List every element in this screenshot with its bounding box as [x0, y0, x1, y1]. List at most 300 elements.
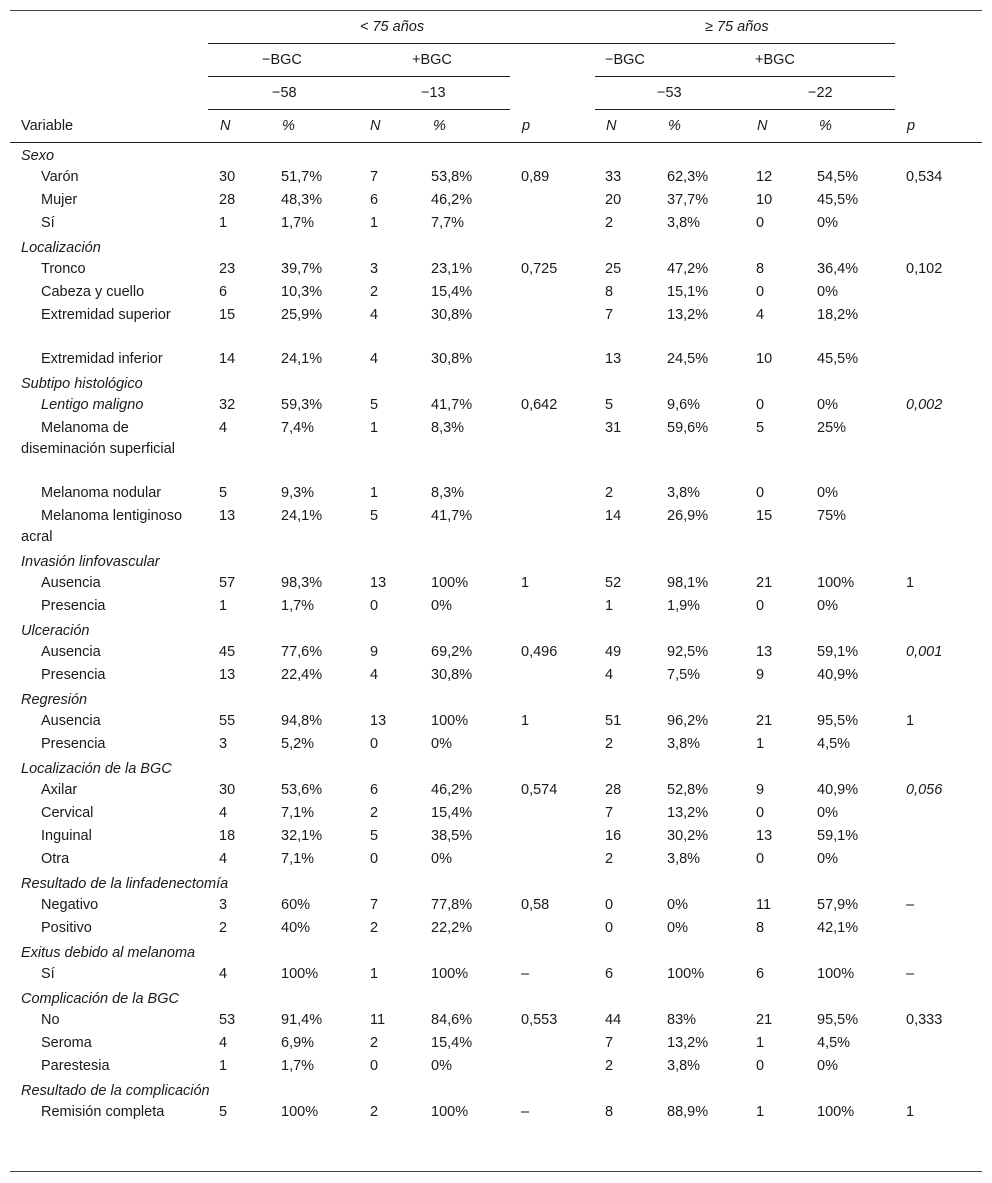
row-label — [21, 282, 185, 303]
cell-pct-lt-neg: 60% — [281, 897, 311, 913]
section-title: Localización — [21, 240, 101, 256]
table-row — [10, 1010, 982, 1033]
cell-n-lt-neg: 4 — [219, 1035, 228, 1051]
cell-pct-ge-pos: 4,5% — [817, 1035, 851, 1051]
row-label — [21, 642, 185, 663]
cell-pct-ge-neg: 96,2% — [667, 713, 709, 729]
cell-n-ge-neg: 0 — [605, 897, 614, 913]
section-title: Ulceración — [21, 623, 90, 639]
cell-pct-ge-pos: 40,9% — [817, 667, 859, 683]
row-label — [21, 1056, 185, 1077]
row-label — [21, 826, 185, 847]
cell-p-value-ge: 0,102 — [906, 261, 943, 277]
header-lt-pos-n: −13 — [421, 85, 446, 101]
cell-p-value-lt: 0,89 — [521, 169, 550, 185]
table-row — [10, 665, 982, 688]
cell-pct-lt-neg: 1,7% — [281, 1058, 315, 1074]
row-label — [21, 349, 185, 370]
header-rule-3a — [208, 109, 510, 110]
cell-n-ge-neg: 20 — [605, 192, 622, 208]
cell-n-lt-pos: 7 — [370, 169, 379, 185]
cell-pct-ge-pos: 4,5% — [817, 736, 851, 752]
header-rule-2b — [595, 76, 895, 77]
table-row — [10, 780, 982, 803]
cell-pct-lt-pos: 100% — [431, 713, 469, 729]
table-row — [10, 711, 982, 734]
cell-n-ge-neg: 4 — [605, 667, 614, 683]
row-label-text: No — [41, 1012, 60, 1028]
cell-n-lt-pos: 13 — [370, 713, 387, 729]
row-label — [21, 711, 185, 732]
cell-pct-ge-neg: 24,5% — [667, 351, 709, 367]
row-label — [21, 573, 185, 594]
cell-n-ge-pos: 1 — [756, 736, 765, 752]
cell-n-lt-neg: 1 — [219, 215, 228, 231]
cell-pct-ge-neg: 7,5% — [667, 667, 701, 683]
cell-n-lt-neg: 28 — [219, 192, 236, 208]
cell-p-value-ge: 1 — [906, 713, 915, 729]
cell-pct-lt-pos: 53,8% — [431, 169, 473, 185]
cell-pct-ge-pos: 0% — [817, 851, 838, 867]
cell-pct-ge-pos: 59,1% — [817, 828, 859, 844]
section-title: Sexo — [21, 148, 55, 164]
cell-n-ge-neg: 14 — [605, 508, 622, 524]
cell-n-lt-pos: 7 — [370, 897, 379, 913]
cell-pct-ge-neg: 26,9% — [667, 508, 709, 524]
cell-p-value-lt: 0,496 — [521, 644, 558, 660]
row-label — [21, 780, 185, 801]
cell-pct-ge-neg: 47,2% — [667, 261, 709, 277]
cell-n-lt-pos: 4 — [370, 307, 379, 323]
cell-pct-lt-pos: 38,5% — [431, 828, 473, 844]
cell-pct-ge-pos: 95,5% — [817, 713, 859, 729]
cell-p-value-lt: 0,725 — [521, 261, 558, 277]
cell-pct-ge-neg: 0% — [667, 897, 688, 913]
cell-n-ge-neg: 44 — [605, 1012, 622, 1028]
cell-pct-ge-pos: 0% — [817, 397, 838, 413]
cell-n-lt-pos: 4 — [370, 667, 379, 683]
cell-pct-lt-pos: 100% — [431, 1104, 469, 1120]
cell-n-ge-pos: 8 — [756, 261, 765, 277]
cell-n-ge-neg: 51 — [605, 713, 622, 729]
section-header — [10, 372, 982, 395]
cell-n-lt-neg: 18 — [219, 828, 236, 844]
cell-pct-lt-neg: 77,6% — [281, 644, 323, 660]
cell-pct-lt-pos: 30,8% — [431, 351, 473, 367]
cell-p-value-lt: – — [521, 966, 530, 982]
cell-pct-lt-neg: 10,3% — [281, 284, 323, 300]
cell-n-lt-neg: 53 — [219, 1012, 236, 1028]
row-label-text: Mujer — [41, 192, 78, 208]
cell-pct-lt-neg: 53,6% — [281, 782, 323, 798]
section-header — [10, 236, 982, 259]
row-label-text: Sí — [41, 215, 55, 231]
cell-p-value-ge: – — [906, 897, 915, 913]
row-label-text: Cabeza y cuello — [41, 284, 145, 300]
cell-n-lt-neg: 14 — [219, 351, 236, 367]
cell-n-ge-neg: 5 — [605, 397, 614, 413]
row-label-text: Sí — [41, 966, 55, 982]
header-pct3: % — [668, 118, 681, 134]
cell-pct-ge-pos: 18,2% — [817, 307, 859, 323]
row-label — [21, 167, 185, 188]
row-label-text: Otra — [41, 851, 70, 867]
cell-pct-ge-pos: 100% — [817, 1104, 855, 1120]
cell-pct-ge-neg: 52,8% — [667, 782, 709, 798]
cell-pct-ge-pos: 45,5% — [817, 192, 859, 208]
cell-pct-ge-pos: 25% — [817, 420, 847, 436]
table-row — [10, 573, 982, 596]
cell-pct-lt-neg: 100% — [281, 966, 319, 982]
row-label-text: Inguinal — [41, 828, 92, 844]
cell-n-lt-pos: 1 — [370, 485, 379, 501]
table-row — [10, 803, 982, 826]
cell-n-ge-neg: 28 — [605, 782, 622, 798]
cell-n-lt-neg: 30 — [219, 169, 236, 185]
section-header — [10, 757, 982, 780]
cell-n-ge-neg: 2 — [605, 485, 614, 501]
cell-n-lt-neg: 23 — [219, 261, 236, 277]
cell-pct-ge-neg: 3,8% — [667, 215, 701, 231]
cell-pct-ge-pos: 40,9% — [817, 782, 859, 798]
cell-n-lt-pos: 4 — [370, 351, 379, 367]
cell-n-ge-pos: 21 — [756, 713, 773, 729]
cell-n-lt-pos: 2 — [370, 805, 379, 821]
cell-n-lt-neg: 4 — [219, 851, 228, 867]
cell-p-value-ge: 1 — [906, 575, 915, 591]
header-rule-3b — [595, 109, 895, 110]
cell-p-value-lt: – — [521, 1104, 530, 1120]
cell-pct-lt-neg: 1,7% — [281, 215, 315, 231]
cell-pct-ge-pos: 95,5% — [817, 1012, 859, 1028]
row-label — [21, 1010, 185, 1031]
cell-pct-lt-pos: 23,1% — [431, 261, 473, 277]
cell-n-ge-neg: 31 — [605, 420, 622, 436]
table-row — [10, 964, 982, 987]
header-lt-neg-n: −58 — [272, 85, 297, 101]
cell-pct-lt-neg: 91,4% — [281, 1012, 323, 1028]
table-row — [10, 596, 982, 619]
cell-p-value-ge: 0,002 — [906, 397, 943, 413]
table-row — [10, 1056, 982, 1079]
row-label-text: Ausencia — [41, 713, 101, 729]
cell-pct-lt-pos: 0% — [431, 851, 452, 867]
cell-pct-ge-pos: 0% — [817, 805, 838, 821]
cell-pct-ge-pos: 42,1% — [817, 920, 859, 936]
header-n2: N — [370, 118, 381, 134]
header-lt-pos-bgc: +BGC — [412, 52, 452, 68]
header-pct1: % — [282, 118, 295, 134]
cell-pct-lt-neg: 48,3% — [281, 192, 323, 208]
cell-pct-lt-pos: 0% — [431, 598, 452, 614]
cell-n-lt-neg: 57 — [219, 575, 236, 591]
row-label — [21, 190, 185, 211]
cell-p-value-ge: 1 — [906, 1104, 915, 1120]
cell-n-lt-neg: 4 — [219, 966, 228, 982]
cell-n-lt-neg: 3 — [219, 897, 228, 913]
header-p2: p — [907, 118, 916, 134]
row-label — [21, 895, 185, 916]
row-label-text: Negativo — [41, 897, 99, 913]
cell-pct-lt-pos: 77,8% — [431, 897, 473, 913]
cell-n-ge-pos: 0 — [756, 1058, 765, 1074]
cell-pct-ge-neg: 13,2% — [667, 805, 709, 821]
cell-n-ge-pos: 21 — [756, 575, 773, 591]
cell-pct-lt-neg: 24,1% — [281, 351, 323, 367]
table-row — [10, 167, 982, 190]
cell-n-ge-pos: 6 — [756, 966, 765, 982]
cell-n-lt-neg: 2 — [219, 920, 228, 936]
cell-n-ge-pos: 10 — [756, 351, 773, 367]
cell-n-lt-neg: 13 — [219, 667, 236, 683]
cell-pct-ge-neg: 3,8% — [667, 736, 701, 752]
cell-p-value-lt: 1 — [521, 713, 530, 729]
cell-n-ge-pos: 0 — [756, 485, 765, 501]
cell-n-ge-pos: 13 — [756, 828, 773, 844]
row-label — [21, 483, 185, 504]
cell-pct-ge-neg: 37,7% — [667, 192, 709, 208]
section-title: Invasión linfovascular — [21, 554, 160, 570]
cell-n-ge-pos: 21 — [756, 1012, 773, 1028]
cell-pct-lt-pos: 30,8% — [431, 307, 473, 323]
header-p1: p — [522, 118, 531, 134]
cell-pct-lt-neg: 7,4% — [281, 420, 315, 436]
cell-p-value-ge: 0,056 — [906, 782, 943, 798]
header-bottom-rule — [10, 142, 982, 143]
cell-pct-lt-pos: 7,7% — [431, 215, 465, 231]
cell-n-lt-pos: 1 — [370, 966, 379, 982]
cell-pct-ge-pos: 0% — [817, 215, 838, 231]
row-label-text: Lentigo maligno — [41, 397, 144, 413]
cell-pct-ge-neg: 30,2% — [667, 828, 709, 844]
cell-pct-lt-pos: 100% — [431, 575, 469, 591]
cell-pct-ge-neg: 13,2% — [667, 1035, 709, 1051]
section-title: Complicación de la BGC — [21, 991, 179, 1007]
cell-pct-lt-pos: 15,4% — [431, 1035, 473, 1051]
cell-n-ge-pos: 0 — [756, 284, 765, 300]
cell-n-lt-pos: 9 — [370, 644, 379, 660]
cell-pct-ge-pos: 57,9% — [817, 897, 859, 913]
cell-n-lt-pos: 0 — [370, 598, 379, 614]
cell-n-ge-neg: 33 — [605, 169, 622, 185]
cell-n-lt-neg: 5 — [219, 485, 228, 501]
cell-n-ge-pos: 1 — [756, 1035, 765, 1051]
row-label — [21, 213, 185, 234]
cell-pct-ge-neg: 62,3% — [667, 169, 709, 185]
table-row — [10, 483, 982, 506]
cell-pct-lt-neg: 22,4% — [281, 667, 323, 683]
cell-n-ge-pos: 11 — [756, 897, 772, 913]
cell-n-lt-pos: 0 — [370, 1058, 379, 1074]
table-row — [10, 282, 982, 305]
cell-n-ge-neg: 8 — [605, 1104, 614, 1120]
header-ge-pos-bgc: +BGC — [755, 52, 795, 68]
row-label-text: Presencia — [41, 667, 106, 683]
cell-pct-ge-pos: 0% — [817, 1058, 838, 1074]
row-label-text: Melanoma nodular — [41, 485, 162, 501]
cell-n-ge-pos: 4 — [756, 307, 765, 323]
cell-pct-ge-neg: 13,2% — [667, 307, 709, 323]
table-row — [10, 213, 982, 236]
cell-n-ge-neg: 7 — [605, 307, 614, 323]
table-row — [10, 418, 982, 483]
cell-n-lt-pos: 1 — [370, 215, 379, 231]
cell-pct-ge-pos: 54,5% — [817, 169, 859, 185]
section-title: Regresión — [21, 692, 88, 708]
row-label-text: Presencia — [41, 598, 106, 614]
section-header — [10, 941, 982, 964]
row-label — [21, 803, 185, 824]
cell-pct-lt-pos: 69,2% — [431, 644, 473, 660]
cell-pct-lt-neg: 24,1% — [281, 508, 323, 524]
cell-pct-ge-pos: 100% — [817, 575, 855, 591]
cell-pct-ge-neg: 92,5% — [667, 644, 709, 660]
cell-p-value-ge: 0,534 — [906, 169, 943, 185]
cell-pct-lt-neg: 1,7% — [281, 598, 315, 614]
row-label — [21, 395, 185, 416]
cell-pct-lt-neg: 9,3% — [281, 485, 315, 501]
table-row — [10, 190, 982, 213]
cell-n-ge-neg: 7 — [605, 805, 614, 821]
cell-n-ge-neg: 1 — [605, 598, 614, 614]
cell-pct-ge-pos: 100% — [817, 966, 855, 982]
cell-n-lt-pos: 3 — [370, 261, 379, 277]
header-ge-pos-n: −22 — [808, 85, 833, 101]
cell-n-ge-pos: 0 — [756, 851, 765, 867]
cell-pct-lt-neg: 98,3% — [281, 575, 323, 591]
row-label-text: Extremidad superior — [41, 307, 171, 323]
section-header — [10, 144, 982, 167]
cell-n-lt-pos: 11 — [370, 1012, 386, 1028]
cell-pct-lt-pos: 41,7% — [431, 397, 473, 413]
cell-n-lt-neg: 3 — [219, 736, 228, 752]
table-row — [10, 506, 982, 550]
cell-n-lt-pos: 0 — [370, 736, 379, 752]
row-label — [21, 596, 185, 617]
section-header — [10, 872, 982, 895]
cell-pct-ge-pos: 0% — [817, 598, 838, 614]
cell-n-ge-neg: 0 — [605, 920, 614, 936]
section-title: Exitus debido al melanoma — [21, 945, 196, 961]
cell-n-lt-pos: 5 — [370, 397, 379, 413]
cell-pct-ge-neg: 83% — [667, 1012, 697, 1028]
cell-n-ge-neg: 2 — [605, 215, 614, 231]
cell-pct-lt-pos: 46,2% — [431, 782, 473, 798]
table-row — [10, 395, 982, 418]
cell-n-ge-pos: 10 — [756, 192, 773, 208]
header-n4: N — [757, 118, 768, 134]
cell-n-ge-pos: 12 — [756, 169, 773, 185]
cell-pct-lt-pos: 0% — [431, 736, 452, 752]
cell-pct-lt-pos: 46,2% — [431, 192, 473, 208]
cell-pct-ge-neg: 98,1% — [667, 575, 709, 591]
cell-pct-lt-pos: 0% — [431, 1058, 452, 1074]
cell-pct-lt-pos: 22,2% — [431, 920, 473, 936]
cell-p-value-lt: 0,58 — [521, 897, 550, 913]
table-row — [10, 1102, 982, 1146]
cell-pct-lt-pos: 15,4% — [431, 284, 473, 300]
cell-n-ge-pos: 0 — [756, 215, 765, 231]
table-row — [10, 849, 982, 872]
cell-n-lt-neg: 4 — [219, 805, 228, 821]
cell-n-lt-neg: 5 — [219, 1104, 228, 1120]
row-label — [21, 1102, 185, 1123]
row-label — [21, 849, 185, 870]
row-label — [21, 1033, 185, 1054]
cell-pct-ge-pos: 0% — [817, 284, 838, 300]
cell-n-lt-neg: 55 — [219, 713, 236, 729]
section-header — [10, 688, 982, 711]
cell-n-lt-neg: 15 — [219, 307, 236, 323]
section-title: Resultado de la linfadenectomía — [21, 876, 229, 892]
cell-pct-lt-neg: 7,1% — [281, 851, 315, 867]
cell-p-value-lt: 1 — [521, 575, 530, 591]
cell-pct-ge-pos: 75% — [817, 508, 847, 524]
cell-n-lt-pos: 6 — [370, 192, 379, 208]
cell-pct-ge-pos: 36,4% — [817, 261, 859, 277]
cell-p-value-lt: 0,574 — [521, 782, 558, 798]
cell-n-ge-neg: 52 — [605, 575, 622, 591]
row-label — [21, 964, 185, 985]
cell-pct-ge-pos: 59,1% — [817, 644, 859, 660]
row-label-text: Ausencia — [41, 644, 101, 660]
row-label-text: Presencia — [41, 736, 106, 752]
cell-p-value-ge: 0,333 — [906, 1012, 943, 1028]
cell-n-ge-pos: 0 — [756, 598, 765, 614]
cell-n-ge-neg: 2 — [605, 1058, 614, 1074]
header-variable: Variable — [21, 118, 74, 134]
header-ge-neg-n: −53 — [657, 85, 682, 101]
table-row — [10, 826, 982, 849]
cell-pct-ge-neg: 3,8% — [667, 485, 701, 501]
cell-pct-lt-pos: 41,7% — [431, 508, 473, 524]
row-label-text: Melanoma lentiginoso acral — [21, 508, 183, 545]
cell-n-lt-neg: 1 — [219, 1058, 228, 1074]
cell-n-lt-pos: 2 — [370, 284, 379, 300]
cell-pct-lt-neg: 100% — [281, 1104, 319, 1120]
cell-n-lt-pos: 13 — [370, 575, 387, 591]
cell-pct-lt-neg: 5,2% — [281, 736, 315, 752]
section-header — [10, 550, 982, 573]
cell-n-ge-pos: 9 — [756, 782, 765, 798]
cell-pct-lt-neg: 94,8% — [281, 713, 323, 729]
cell-n-ge-neg: 13 — [605, 351, 622, 367]
table-row — [10, 642, 982, 665]
cell-n-lt-neg: 1 — [219, 598, 228, 614]
row-label — [21, 305, 185, 326]
cell-n-lt-neg: 30 — [219, 782, 236, 798]
cell-n-lt-neg: 6 — [219, 284, 228, 300]
cell-pct-ge-neg: 15,1% — [667, 284, 709, 300]
header-rule-2a — [208, 76, 510, 77]
cell-pct-lt-neg: 32,1% — [281, 828, 323, 844]
cell-n-ge-pos: 0 — [756, 397, 765, 413]
cell-pct-lt-neg: 25,9% — [281, 307, 323, 323]
cell-pct-lt-pos: 100% — [431, 966, 469, 982]
cell-n-ge-pos: 1 — [756, 1104, 765, 1120]
cell-pct-ge-neg: 0% — [667, 920, 688, 936]
cell-n-ge-pos: 8 — [756, 920, 765, 936]
section-title: Resultado de la complicación — [21, 1083, 210, 1099]
row-label-text: Parestesia — [41, 1058, 110, 1074]
cell-pct-lt-pos: 84,6% — [431, 1012, 473, 1028]
cell-n-ge-neg: 7 — [605, 1035, 614, 1051]
cell-n-ge-pos: 13 — [756, 644, 773, 660]
cell-n-lt-pos: 5 — [370, 828, 379, 844]
row-label-text: Varón — [41, 169, 79, 185]
table-row — [10, 918, 982, 941]
section-header — [10, 619, 982, 642]
